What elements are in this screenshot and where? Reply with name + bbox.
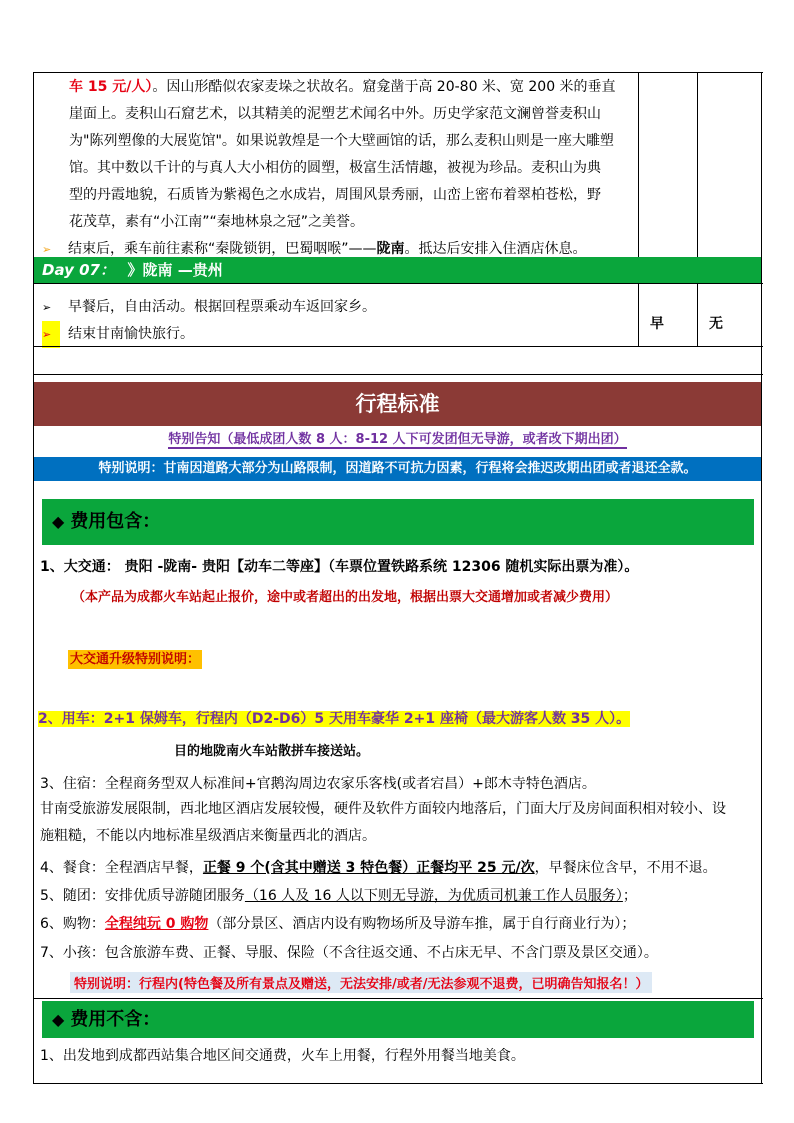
text-line: 施粗糙，不能以内地标准星级酒店来衡量西北的酒店。: [40, 828, 376, 844]
included-special-note: [70, 972, 652, 993]
no-shopping-label: 全程纯玩 0 购物: [104, 916, 209, 932]
day-label: Day 07：: [42, 261, 108, 279]
table-bottom-border: [34, 1083, 763, 1084]
vehicle-text: 2、用车：2+1 保姆车，行程内（D2-D6）5 天用车豪华 2+1 座椅（最大游客人数 35 人）。: [38, 711, 631, 727]
included-item-shopping: [40, 913, 635, 933]
diamond-icon: ◆: [52, 1010, 65, 1029]
text-segment: ，早餐床位含早，不用不退。: [534, 860, 717, 876]
list-item-text: 早餐后，自由活动。根据回程票乘动车返回家乡。: [68, 299, 376, 315]
vehicle-sub: 目的地陇南火车站散拼车接送站。: [174, 744, 370, 759]
text-line: 崖面上。麦积山石窟艺术，以其精美的泥塑艺术闻名中外。历史学家范文澜曾誉麦积山: [69, 106, 601, 122]
arrow-bullet-icon: ➢: [42, 243, 52, 256]
row-divider: [34, 283, 763, 284]
diamond-icon: ◆: [52, 512, 65, 531]
text-line: 花茂草，素有“小江南”“秦地林泉之冠”之美誉。: [69, 214, 365, 230]
meal-breakfast: 早: [650, 316, 664, 332]
text-segment: 6、购物：: [40, 916, 105, 932]
row-divider: [34, 346, 763, 347]
special-notice-banner: 特别说明：甘南因道路大部分为山路限制，因道路不可抗力因素，行程将会推迟改期出团或者退还全款。: [34, 457, 761, 481]
arrow-bullet-icon: ➢: [42, 301, 52, 314]
excluded-header: [42, 1001, 754, 1038]
meal-detail: 正餐 9 个(含其中赠送 3 特色餐）正餐均平 25 元/次: [202, 860, 535, 876]
excluded-item: 1、出发地到成都西站集合地区间交通费，火车上用餐，行程外用餐当地美食。: [40, 1048, 525, 1064]
day-route: 》陇南 —贵州: [127, 261, 223, 279]
included-item-children: 7、小孩：包含旅游车费、正餐、导服、保险（不含往返交通、不占床无早、不含门票及景区交通）。: [40, 945, 658, 961]
meal-lunch: 无: [709, 316, 723, 332]
text-line: 甘南受旅游发展限制，西北地区酒店发展较慢，硬件及软件方面较内地落后，门面大厅及房间面积相对较小、设: [40, 801, 726, 817]
destination-name: 陇南: [376, 241, 405, 257]
text-segment: ；: [622, 888, 637, 904]
text-line: 馆。其中数以千计的与真人大小相仿的圆塑，极富生活情趣，被视为珍品。麦积山为典: [69, 160, 601, 176]
upgrade-label-wrap: [68, 648, 202, 667]
text-line: 型的丹霞地貌，石质皆为紫褐色之水成岩，周围风景秀丽，山峦上密布着翠柏苍松，野: [69, 187, 601, 203]
itinerary-day6-description: [34, 72, 638, 263]
included-item-meals: [40, 857, 717, 877]
upgrade-label: 大交通升级特别说明：: [70, 652, 201, 667]
document-page: [33, 72, 762, 1084]
section-title: 行程标准: [34, 382, 761, 426]
text-segment: 结束后，乘车前往素称“秦陇锁钥，巴蜀咽喉”——: [68, 241, 377, 257]
transport-note: （本产品为成都火车站起止报价，途中或者超出的出发地，根据出票大交通增加或者减少费用）: [72, 590, 619, 605]
text-line: 。因山形酷似农家麦垛之状故名。窟龛凿于高 20-80 米、宽 200 米的垂直: [152, 79, 616, 95]
section-label: 费用不含：: [70, 1009, 161, 1030]
day-header: [34, 257, 761, 283]
included-item-guide: [40, 885, 637, 905]
special-notice: [34, 428, 761, 452]
row-divider: [34, 998, 763, 999]
row-divider: [34, 374, 763, 375]
included-header: [42, 499, 754, 545]
text-line: 为"陈列塑像的大展览馆"。如果说敦煌是一个大壁画馆的话，那么麦积山则是一座大雕塑: [69, 133, 614, 149]
guide-detail: （16 人及 16 人以下则无导游，为优质司机兼工作人员服务）: [244, 888, 623, 904]
lodging-note: [40, 796, 756, 850]
text-segment: 。抵达后安排入住酒店休息。: [404, 241, 587, 257]
list-item-text: 结束甘南愉快旅行。: [68, 326, 194, 342]
table-column-divider: [638, 72, 639, 257]
text-segment: （部分景区、酒店内设有购物场所及导游车推，属于自行商业行为）；: [208, 916, 636, 932]
arrow-bullet-icon: ➢: [42, 321, 60, 348]
text-segment: 4、餐食：全程酒店早餐，: [40, 860, 203, 876]
text-segment: 5、随团：安排优质导游随团服务: [40, 888, 245, 904]
notice-text: 特别告知（最低成团人数 8 人：8-12 人下可发团但无导游，或者改下期出团）: [168, 432, 627, 447]
fee-note: 车 15 元/人）: [69, 79, 153, 95]
table-column-divider: [697, 72, 698, 257]
included-item-vehicle: [38, 708, 630, 728]
included-item-transport: 1、大交通： 贵阳 -陇南- 贵阳【动车二等座】（车票位置铁路系统 12306 随机实际出票为准）。: [40, 559, 639, 575]
section-label: 费用包含：: [70, 511, 161, 532]
included-item-lodging: 3、住宿：全程商务型双人标准间+官鹅沟周边农家乐客栈(或者宕昌）+郎木寺特色酒店。: [40, 776, 596, 792]
special-text: 特别说明：行程内(特色餐及所有景点及赠送，无法安排/或者/无法参观不退费，已明确告知报名！）: [74, 977, 649, 992]
